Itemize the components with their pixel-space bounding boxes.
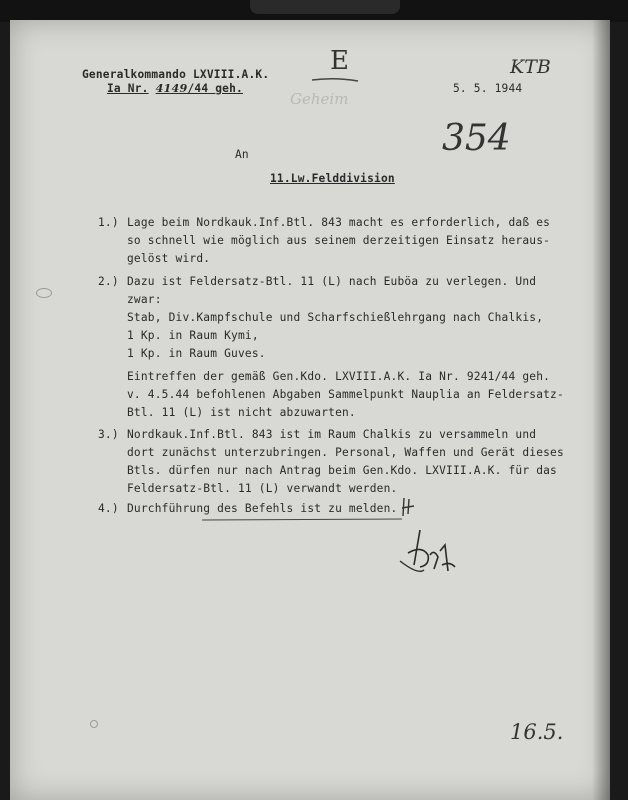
handwritten-letter: E <box>330 46 349 76</box>
handwritten-mark <box>400 496 420 518</box>
item-line: so schnell wie möglich aus seinem derzeitigen Einsatz heraus- <box>127 234 551 247</box>
ref-number: 4149 <box>155 81 188 95</box>
scan-top-border <box>0 0 628 22</box>
ref-suffix: /44 geh. <box>187 82 243 95</box>
document-page <box>10 20 610 800</box>
item-extra-line: Eintreffen der gemäß Gen.Kdo. LXVIII.A.K. Ia Nr. 9241/44 geh. <box>127 370 551 383</box>
item-number: 1.) <box>98 216 119 229</box>
bottom-handwritten-note: 16.5. <box>510 720 564 744</box>
handwritten-underline-item4 <box>200 516 405 524</box>
to-label: An <box>235 148 249 161</box>
punch-hole-mark <box>36 288 52 298</box>
sender-line: Generalkommando LXVIII.A.K. <box>82 68 270 81</box>
item-line: Stab, Div.Kampfschule und Scharfschießlehrgang nach Chalkis, <box>127 311 544 324</box>
item-line: 1 Kp. in Raum Guves. <box>127 347 266 360</box>
item-number: 2.) <box>98 275 119 288</box>
handwritten-underline <box>310 75 360 85</box>
item-line: zwar: <box>127 293 162 306</box>
item-number: 4.) <box>98 502 119 515</box>
reference-line <box>107 81 243 95</box>
item-line: dort zunächst unterzubringen. Personal, Waffen und Gerät dieses <box>127 446 564 459</box>
item-line: Nordkauk.Inf.Btl. 843 ist im Raum Chalkis zu versammeln und <box>127 428 537 441</box>
page-number-handwritten: 354 <box>442 118 511 159</box>
item-number: 3.) <box>98 428 119 441</box>
faded-stamp: Geheim <box>290 90 349 108</box>
punch-hole-mark-lower <box>90 720 98 728</box>
item-line: Dazu ist Feldersatz-Btl. 11 (L) nach Euböa zu verlegen. Und <box>127 275 537 288</box>
item-extra-line: Btl. 11 (L) ist nicht abzuwarten. <box>127 406 356 419</box>
item-line: Btls. dürfen nur nach Antrag beim Gen.Kdo. LXVIII.A.K. für das <box>127 464 557 477</box>
binder-clip <box>250 0 400 14</box>
ref-prefix: Ia Nr. <box>107 82 149 95</box>
item-line: Durchführung des Befehls ist zu melden. <box>127 502 398 515</box>
item-line: Feldersatz-Btl. 11 (L) verwandt werden. <box>127 482 398 495</box>
item-line: Lage beim Nordkauk.Inf.Btl. 843 macht es erforderlich, daß es <box>127 216 551 229</box>
item-extra-line: v. 4.5.44 befohlenen Abgaben Sammelpunkt Nauplia an Feldersatz- <box>127 388 564 401</box>
handwritten-ktb: KTB <box>510 56 551 78</box>
item-line: gelöst wird. <box>127 252 211 265</box>
signature <box>390 525 460 585</box>
item-line: 1 Kp. in Raum Kymi, <box>127 329 259 342</box>
date: 5. 5. 1944 <box>453 82 523 95</box>
recipient: 11.Lw.Felddivision <box>270 172 395 185</box>
